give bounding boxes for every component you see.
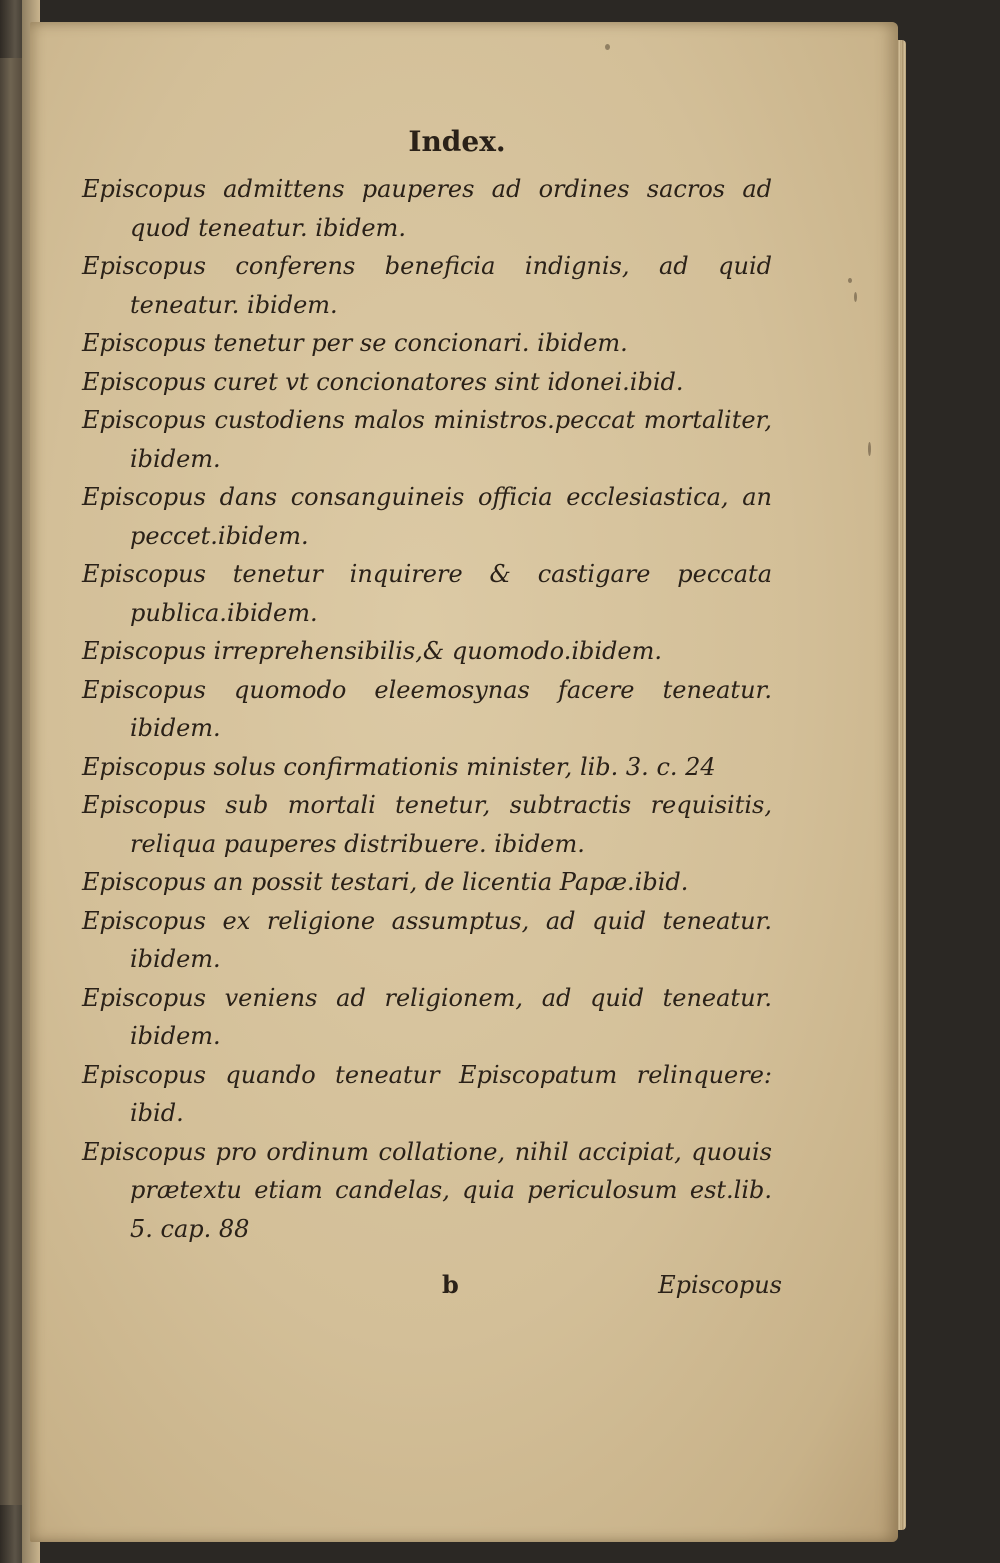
index-entry: Episcopus sub mortali tenetur, subtractis requisitis, reliqua pauperes distribuere. ibidem. — [82, 791, 772, 858]
index-entry: Episcopus quomodo eleemosynas facere teneatur. ibidem. — [82, 675, 772, 742]
index-entry: Episcopus tenetur per se concionari. ibidem. — [82, 329, 628, 357]
index-text — [82, 92, 782, 1304]
index-entry: Episcopus quando teneatur Episcopatum relinquere: ibid. — [82, 1060, 772, 1127]
index-entry: Episcopus admittens pauperes ad ordines sacros ad quod teneatur. ibidem. — [82, 175, 772, 242]
paper-speck — [605, 44, 610, 50]
index-entry: Episcopus conferens beneficia indignis, ad quid teneatur. ibidem. — [82, 252, 772, 319]
index-entry: Episcopus solus confirmationis minister, lib. 3. c. 24 — [82, 752, 716, 781]
index-entry: Episcopus an possit testari, de licentia Papæ.ibid. — [82, 868, 689, 896]
paper-speck — [854, 292, 857, 302]
index-entry: Episcopus tenetur inquirere & castigare peccata publica.ibidem. — [82, 560, 772, 627]
index-entry: Episcopus veniens ad religionem, ad quid teneatur. ibidem. — [82, 983, 772, 1050]
index-entry: Episcopus pro ordinum collatione, nihil accipiat, quouis prætextu etiam candelas, quia periculosum est.lib. 5. cap. 88 — [82, 1137, 772, 1243]
index-entry: Episcopus irreprehensibilis,& quomodo.ibidem. — [82, 637, 662, 665]
running-head: Index. — [408, 125, 506, 158]
book-page — [30, 22, 898, 1542]
index-entry: Episcopus ex religione assumptus, ad quid teneatur. ibidem. — [82, 906, 772, 973]
paper-speck — [848, 278, 852, 283]
index-entry: Episcopus dans consanguineis officia ecclesiastica, an peccet.ibidem. — [82, 483, 772, 550]
catchword: Episcopus — [658, 1271, 782, 1299]
paper-speck — [868, 442, 871, 456]
page-footer — [82, 1266, 782, 1304]
signature-mark: b — [442, 1270, 459, 1299]
index-entry: Episcopus curet vt concionatores sint idonei.ibid. — [82, 367, 684, 396]
index-entry: Episcopus custodiens malos ministros.peccat mortaliter, ibidem. — [82, 406, 772, 473]
